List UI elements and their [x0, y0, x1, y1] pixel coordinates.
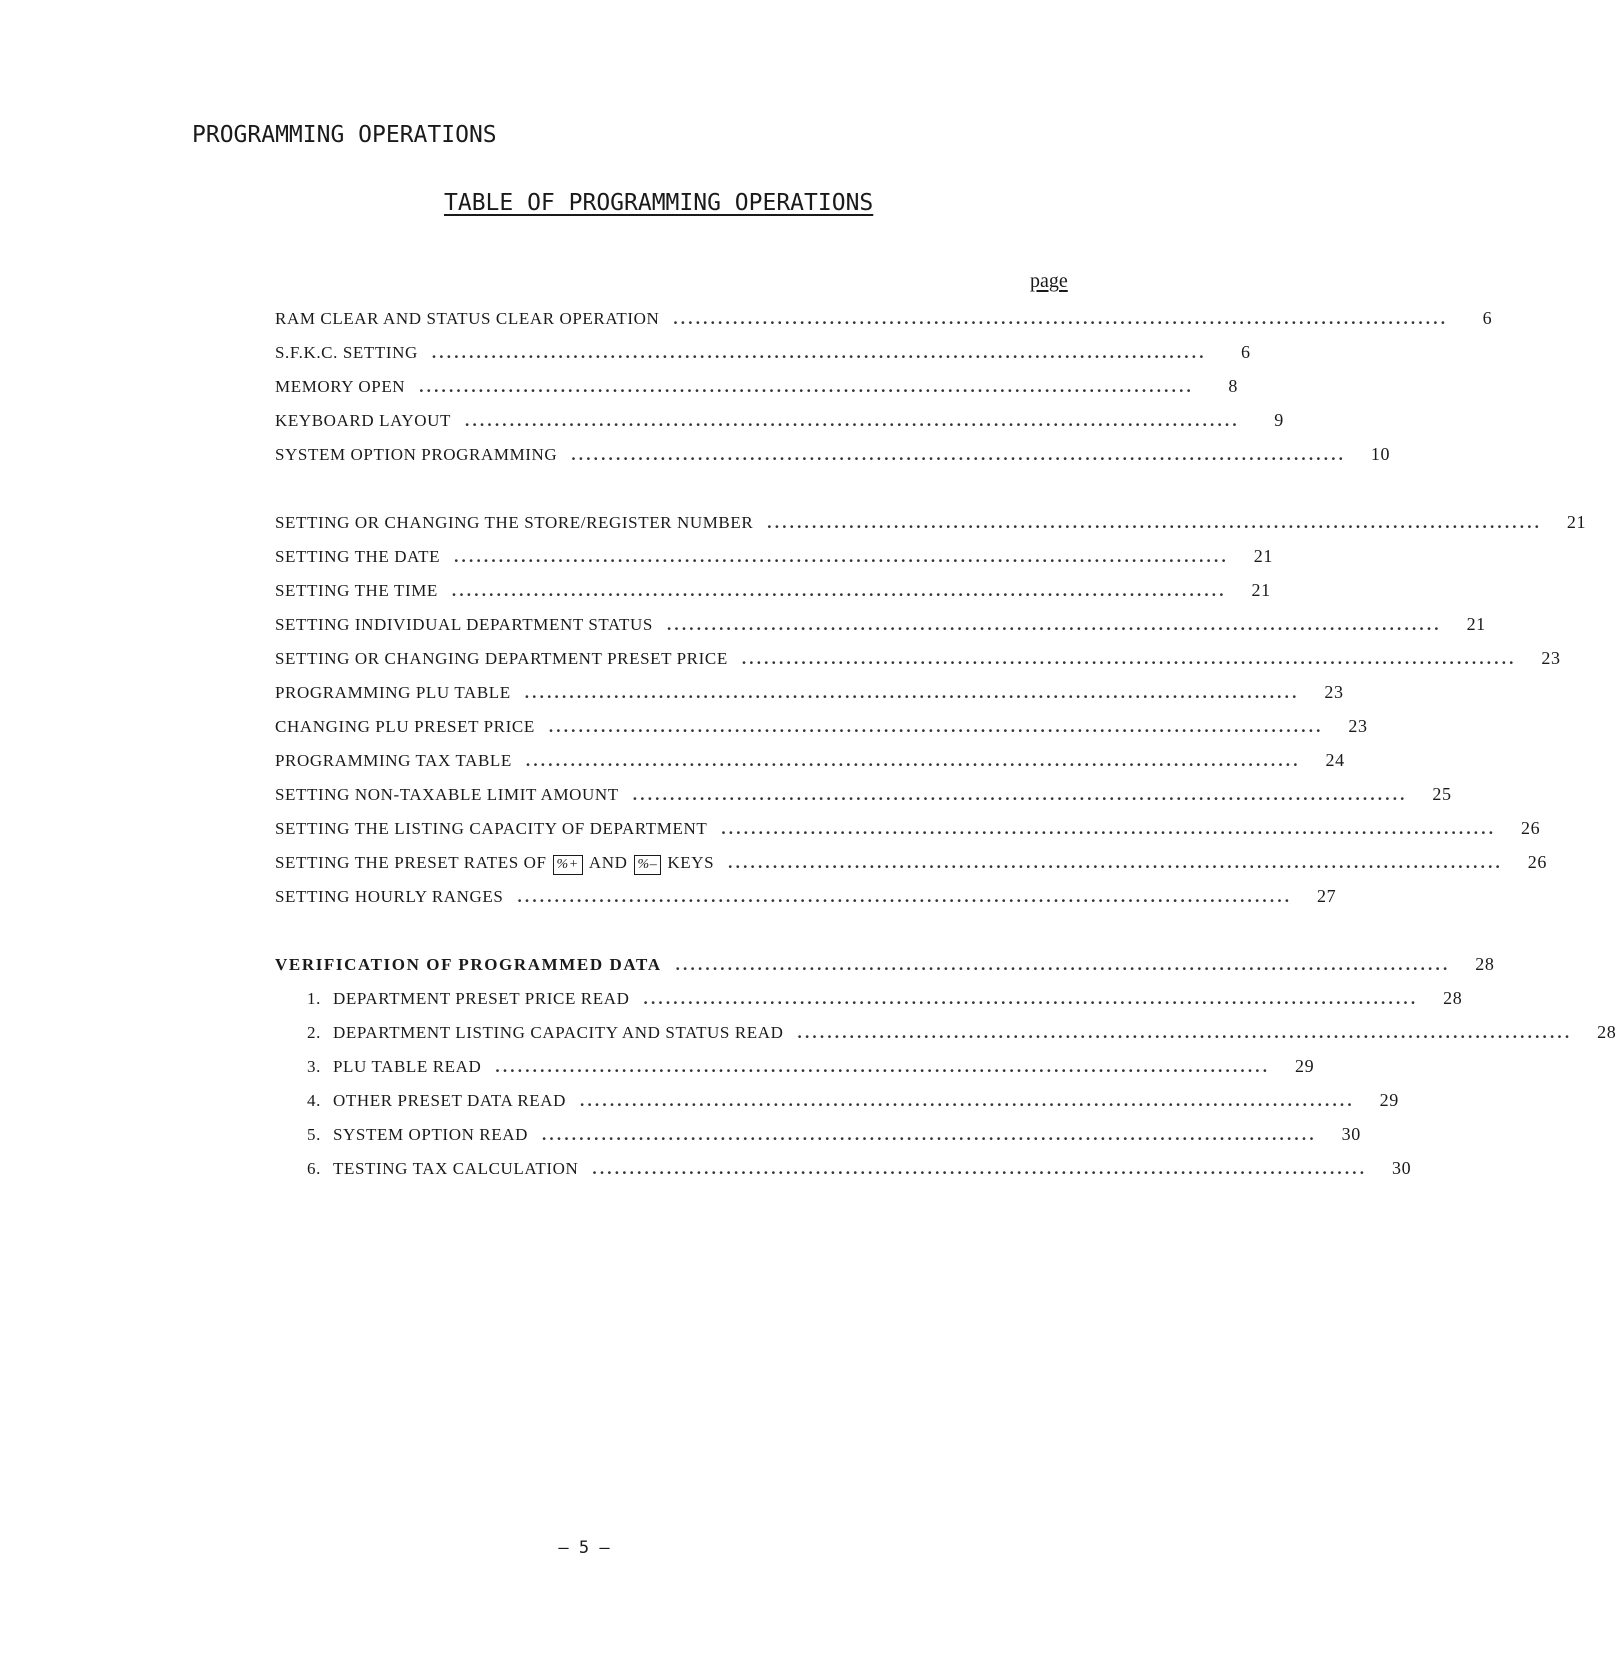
section-title: PROGRAMMING OPERATIONS [192, 122, 497, 148]
toc-entry-label: DEPARTMENT PRESET PRICE READ [333, 989, 630, 1008]
dot-leader: ........................................................................................................ [495, 1057, 1271, 1076]
dot-leader: ........................................................................................................ [643, 989, 1419, 1008]
toc-entry-label: CHANGING PLU PRESET PRICE [275, 717, 535, 736]
dot-leader: ........................................................................................................ [548, 717, 1324, 736]
toc-entry-page: 28 [1475, 954, 1495, 974]
toc-entry-page: 6 [1241, 342, 1251, 362]
toc-subentry [275, 988, 1463, 1022]
toc-subentry-number: 1. [307, 989, 321, 1008]
toc-entry-page: 30 [1392, 1158, 1412, 1178]
toc-entry-label: SETTING NON-TAXABLE LIMIT AMOUNT [275, 785, 619, 804]
toc-entry-label [275, 853, 728, 875]
dot-leader: ........................................................................................................ [666, 615, 1442, 634]
preset-rates-and: AND [588, 853, 628, 872]
toc-subentry [275, 1158, 1412, 1192]
group-spacer [275, 920, 1075, 954]
toc-entry-label: SETTING OR CHANGING THE STORE/REGISTER NUMBER [275, 513, 754, 532]
dot-leader: ........................................................................................................ [767, 513, 1543, 532]
toc-entry [275, 410, 1284, 444]
toc-entry [275, 512, 1587, 546]
toc-entry-page: 29 [1295, 1056, 1315, 1076]
preset-rates-prefix: SETTING THE PRESET RATES OF [275, 853, 547, 872]
toc-entry-page: 29 [1379, 1090, 1399, 1110]
toc-entry-page: 27 [1317, 886, 1337, 906]
toc-entry [275, 376, 1238, 410]
toc-subentry-number: 4. [307, 1091, 321, 1110]
toc-entry [275, 784, 1452, 818]
toc-subentry-number: 3. [307, 1057, 321, 1076]
toc-entry [275, 750, 1345, 784]
toc-entry-label: KEYBOARD LAYOUT [275, 411, 452, 430]
toc-subentry-number: 6. [307, 1159, 321, 1178]
dot-leader: ........................................................................................................ [728, 853, 1503, 872]
toc-entry-label: SETTING HOURLY RANGES [275, 887, 504, 906]
toc-entry-label: MEMORY OPEN [275, 377, 406, 396]
dot-leader: ........................................................................................................ [517, 887, 1293, 906]
dot-leader: ........................................................................................................ [454, 547, 1229, 566]
dot-leader: ........................................................................................................ [541, 1125, 1317, 1144]
toc-entry-label: SYSTEM OPTION READ [333, 1125, 528, 1144]
toc-entry-page: 26 [1527, 852, 1547, 872]
toc-subentry-number: 5. [307, 1125, 321, 1144]
group-spacer [275, 478, 1075, 512]
toc-entry-label: SYSTEM OPTION PROGRAMMING [275, 445, 558, 464]
dot-leader: ........................................................................................................ [797, 1023, 1573, 1042]
toc-entry-label: SETTING THE TIME [275, 581, 438, 600]
toc-subentry-number: 2. [307, 1023, 321, 1042]
toc-entry-label: PROGRAMMING TAX TABLE [275, 751, 512, 770]
dot-leader: ........................................................................................................ [419, 377, 1194, 396]
toc-entry [275, 818, 1541, 852]
toc-entry-page: 9 [1274, 410, 1284, 430]
toc-entry-page: 21 [1566, 512, 1587, 532]
toc-entry-label: SETTING THE LISTING CAPACITY OF DEPARTMENT [275, 819, 708, 838]
toc-subentry [275, 1022, 1616, 1056]
toc-entry-page: 23 [1348, 716, 1368, 736]
dot-leader: ........................................................................................................ [524, 683, 1300, 702]
toc-entry [275, 308, 1493, 342]
percent-plus-key-icon: %+ [553, 855, 583, 875]
toc-subentry [275, 1124, 1361, 1158]
toc-entry-verification [275, 954, 1495, 988]
toc-entry-label: SETTING OR CHANGING DEPARTMENT PRESET PRICE [275, 649, 728, 668]
toc-entry-page: 28 [1443, 988, 1463, 1008]
toc-entry-label: OTHER PRESET DATA READ [333, 1091, 567, 1110]
toc-entry [275, 444, 1391, 478]
percent-minus-key-icon: %– [634, 855, 662, 875]
dot-leader: ........................................................................................................ [675, 955, 1451, 974]
toc-entry-page: 23 [1541, 648, 1561, 668]
toc-entry-page: 10 [1370, 444, 1391, 464]
toc-entry-page: 23 [1324, 682, 1344, 702]
preset-rates-suffix: KEYS [667, 853, 715, 872]
toc-entry-label: DEPARTMENT LISTING CAPACITY AND STATUS READ [333, 1023, 784, 1042]
toc-subentry [275, 1090, 1399, 1124]
toc-entry [275, 580, 1271, 614]
table-title: TABLE OF PROGRAMMING OPERATIONS [444, 190, 874, 216]
table-of-contents [275, 308, 1616, 1192]
dot-leader: ........................................................................................................ [451, 581, 1227, 600]
toc-entry-label: SETTING THE DATE [275, 547, 441, 566]
dot-leader: ........................................................................................................ [741, 649, 1517, 668]
toc-entry-label: VERIFICATION OF PROGRAMMED DATA [275, 955, 662, 974]
toc-entry [275, 886, 1337, 920]
toc-entry-page: 24 [1325, 750, 1345, 770]
toc-entry-label: PLU TABLE READ [333, 1057, 482, 1076]
page-number-footer: – 5 – [558, 1538, 610, 1558]
toc-entry-page: 30 [1341, 1124, 1361, 1144]
toc-entry [275, 342, 1251, 376]
toc-entry-page: 25 [1432, 784, 1452, 804]
toc-entry-page: 21 [1251, 580, 1271, 600]
toc-entry-label: RAM CLEAR AND STATUS CLEAR OPERATION [275, 309, 660, 328]
toc-entry-page: 26 [1520, 818, 1541, 838]
toc-entry-label: TESTING TAX CALCULATION [333, 1159, 579, 1178]
toc-entry-label: PROGRAMMING PLU TABLE [275, 683, 511, 702]
toc-entry-page: 28 [1597, 1022, 1616, 1042]
toc-entry [275, 716, 1368, 750]
toc-entry-label: S.F.K.C. SETTING [275, 343, 418, 362]
dot-leader: ........................................................................................................ [571, 445, 1347, 464]
dot-leader: ........................................................................................................ [721, 819, 1497, 838]
dot-leader: ........................................................................................................ [632, 785, 1408, 804]
toc-entry-label: SETTING INDIVIDUAL DEPARTMENT STATUS [275, 615, 653, 634]
toc-entry-page: 21 [1253, 546, 1273, 566]
dot-leader: ........................................................................................................ [592, 1159, 1368, 1178]
toc-entry-preset-rates [275, 852, 1547, 886]
dot-leader: ........................................................................................................ [673, 309, 1449, 328]
dot-leader: ........................................................................................................ [580, 1091, 1355, 1110]
toc-entry [275, 648, 1561, 682]
page-column-label: page [1030, 270, 1068, 292]
toc-entry-page: 6 [1482, 308, 1493, 328]
toc-entry [275, 682, 1344, 716]
toc-entry [275, 614, 1486, 648]
dot-leader: ........................................................................................................ [431, 343, 1207, 362]
dot-leader: ........................................................................................................ [525, 751, 1301, 770]
toc-entry-page: 21 [1466, 614, 1486, 634]
toc-subentry [275, 1056, 1315, 1090]
toc-entry [275, 546, 1273, 580]
dot-leader: ........................................................................................................ [465, 411, 1240, 430]
toc-entry-page: 8 [1228, 376, 1238, 396]
